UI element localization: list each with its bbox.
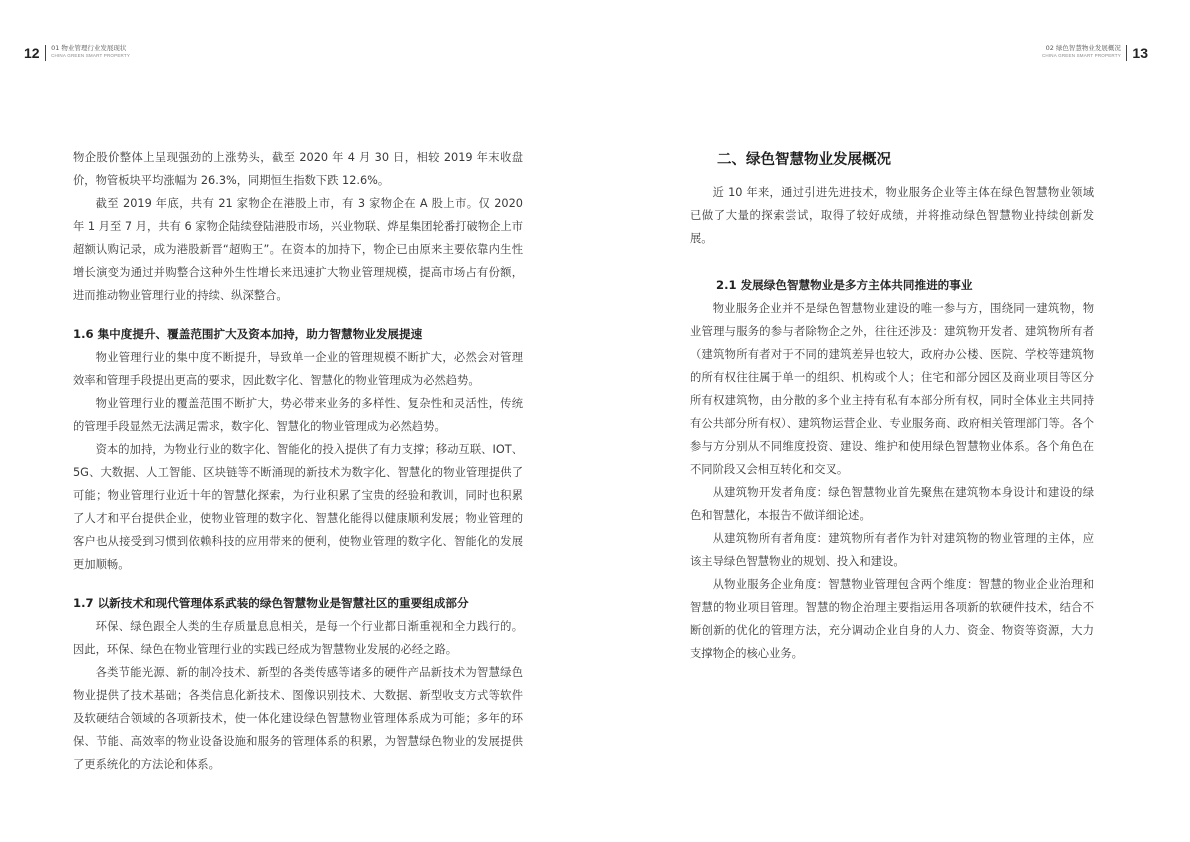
paragraph: 物业服务企业并不是绿色智慧物业建设的唯一参与方，围绕同一建筑物，物业管理与服务的参与者除物企之外，往往还涉及：建筑物开发者、建筑物所有者（建筑物所有者对于不同的建筑差异也较大，政府办公楼、医院、学校等建筑物的所有权往往属于单一的组织、机构或个人；住宅和部分园区及商业项目等区分所有权建筑物，由分散的多个业主持有私有本部分所有权，同时全体业主共同持有公共部分所有权）、建筑物运营企业、专业服务商、政府相关管理部门等。各个参与方分别从不同维度投资、建设、维护和使用绿色智慧物业体系。各个角色在不同阶段又会相互转化和交叉。	[690, 302, 1094, 476]
paragraph: 从建筑物所有者角度：建筑物所有者作为针对建筑物的物业管理的主体，应该主导绿色智慧物业的规划、投入和建设。	[690, 532, 1094, 568]
left-page-header	[24, 44, 130, 62]
right-section-subtitle: CHINA GREEN SMART PROPERTY	[1041, 53, 1121, 58]
section-2-1-heading: 2.1 发展绿色智慧物业是多方主体共同推进的事业	[716, 278, 973, 292]
paragraph: 资本的加持，为物业行业的数字化、智能化的投入提供了有力支撑；移动互联、IOT、5G、大数据、人工智能、区块链等不断涌现的新技术为数字化、智慧化的物业管理提供了可能；物业管理行业近十年的智慧化探索，为行业积累了宝贵的经验和教训，同时也积累了人才和平台提供企业，使物业管理的数字化、智慧化能得以健康顺利发展；物业管理的客户也从接受到习惯到依赖科技的应用带来的便利，使物业管理的数字化、智能化的发展更加顺畅。	[73, 443, 523, 571]
paragraph: 从物业服务企业角度：智慧物业管理包含两个维度：智慧的物业企业治理和智慧的物业项目管理。智慧的物企治理主要指运用各项新的软硬件技术，结合不断创新的优化的管理方法，充分调动企业自身的人力、资金、物资等资源，大力支撑物企的核心业务。	[690, 578, 1094, 660]
paragraph: 物业管理行业的集中度不断提升，导致单一企业的管理规模不断扩大，必然会对管理效率和管理手段提出更高的要求，因此数字化、智慧化的物业管理成为必然趋势。	[73, 351, 523, 387]
right-header-text	[1042, 44, 1121, 59]
section-1-6-heading: 1.6 集中度提升、覆盖范围扩大及资本加持，助力智慧物业发展提速	[73, 327, 423, 341]
paragraph: 从建筑物开发者角度：绿色智慧物业首先聚焦在建筑物本身设计和建设的绿色和智慧化，本报告不做详细论述。	[690, 486, 1094, 522]
paragraph: 各类节能光源、新的制冷技术、新型的各类传感等诸多的硬件产品新技术为智慧绿色物业提供了技术基础；各类信息化新技术、图像识别技术、大数据、新型收支方式等软件及软硬结合领域的各项新技术，使一体化建设绿色智慧物业管理体系成为可能；多年的环保、节能、高效率的物业设备设施和服务的管理体系的积累，为智慧绿色物业的发展提供了更系统化的方法论和体系。	[73, 666, 523, 771]
left-page-body	[73, 146, 523, 776]
paragraph: 近 10 年来，通过引进先进技术，物业服务企业等主体在绿色智慧物业领域已做了大量的探索尝试，取得了较好成绩，并将推动绿色智慧物业持续创新发展。	[690, 186, 1094, 245]
right-page-body	[690, 146, 1094, 665]
right-section-title: 02 绿色智慧物业发展概况	[1045, 44, 1121, 52]
right-page-number: 13	[1132, 45, 1148, 61]
paragraph: 物业管理行业的覆盖范围不断扩大，势必带来业务的多样性、复杂性和灵活性，传统的管理手段显然无法满足需求，数字化、智慧化的物业管理成为必然趋势。	[73, 397, 523, 433]
left-page-number: 12	[24, 45, 40, 61]
chapter-2-heading: 二、绿色智慧物业发展概况	[717, 152, 891, 168]
left-section-title: 01 物业管理行业发展现状	[51, 44, 127, 52]
right-page-header	[1042, 44, 1148, 62]
paragraph: 截至 2019 年底，共有 21 家物企在港股上市，有 3 家物企在 A 股上市。仅 2020 年 1 月至 7 月，共有 6 家物企陆续登陆港股市场，兴业物联、烨星集团轮番打破物企上市超额认购记录，成为港股新晋“超购王”。在资本的加持下，物企已由原来主要依靠内生性增长演变为通过并购整合这种外生性增长来迅速扩大物业管理规模，提高市场占有份额，进而推动物业管理行业的持续、纵深整合。	[73, 197, 523, 302]
header-divider	[45, 45, 47, 61]
paragraph: 物企股价整体上呈现强劲的上涨势头，截至 2020 年 4 月 30 日，相较 2019 年末收盘价，物管板块平均涨幅为 26.3%，同期恒生指数下跌 12.6%。	[73, 151, 523, 187]
paragraph: 环保、绿色跟全人类的生存质量息息相关，是每一个行业都日渐重视和全力践行的。因此，环保、绿色在物业管理行业的实践已经成为智慧物业发展的必经之路。	[73, 620, 523, 656]
left-header-text	[51, 44, 130, 59]
section-1-7-heading: 1.7 以新技术和现代管理体系武装的绿色智慧物业是智慧社区的重要组成部分	[73, 596, 469, 610]
left-section-subtitle: CHINA GREEN SMART PROPERTY	[51, 53, 131, 58]
header-divider	[1126, 45, 1128, 61]
